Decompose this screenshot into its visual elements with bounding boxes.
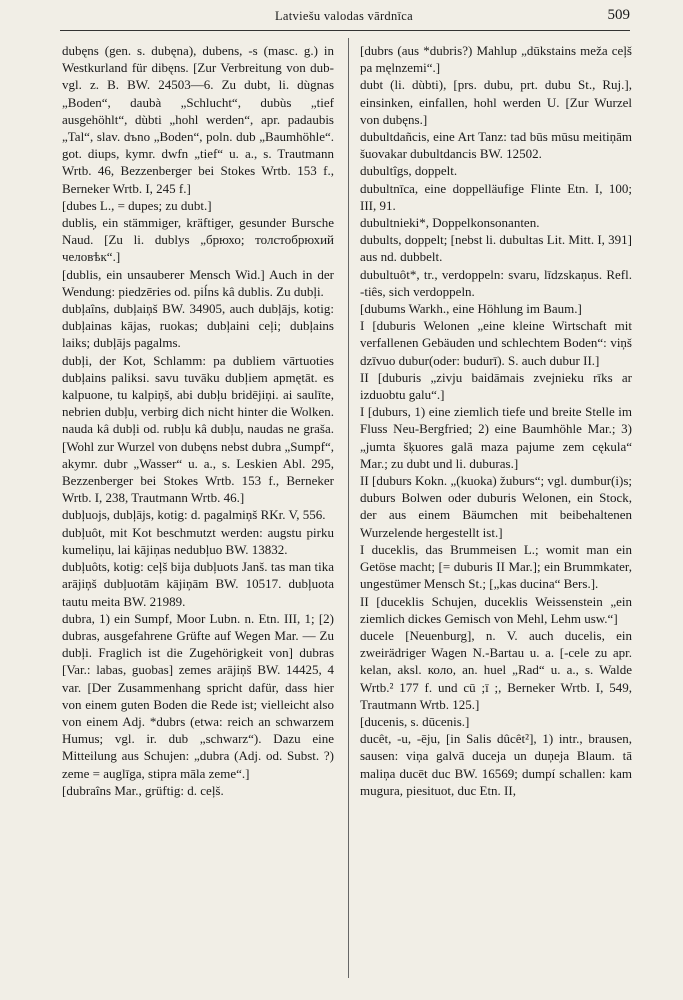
column-divider <box>348 38 349 978</box>
entry-dubultnieki: dubultnieki*, Doppelkonsonanten. <box>360 215 540 231</box>
entry-dubrains: [dubraîns Mar., grüftig: d. ceļš. <box>62 782 224 798</box>
entry-dublis-1: dublis̩, ein stämmiger, kräftiger, gesunder Bursche Naud. [Zu li. dublys „брюхо; толстобрюхий человѣк“.] <box>62 215 334 265</box>
entry-duceklis-1: I duceklis, das Brummeisen L.; womit man ein Getöse macht; [= duburis II Mar.]; ein Brummkater, ungestümer Mensch St.; [„kas ducina“ Bers.]. <box>360 541 632 592</box>
entry-ducele: ducele [Neuenburg], n. V. auch ducelis, ein zweirädriger Wagen N.-Bartau u. a. [-cele zu apr. kelan, aksl. коло, an. huel „Rad“ u. a., s. Walde Wrtb.² 177 f. und cū ;ī ;, Berneker Wrtb. I, 549, Trautmann Wrtb. 125.] <box>360 627 632 712</box>
entry-dublains: dubļaîns, dubļaiņš BW. 34905, auch dubļājs, kotig: dubļainas kājas, ruokas; dubļaini ceļi; dubļains laiks; dubļājs pagalms. <box>62 301 334 351</box>
entry-dubluojs: dubļuojs, dubļājs, kotig: d. pagalmiņš RKr. V, 556. <box>62 507 326 523</box>
entry-duburis-2: II [duburis „zivju baidāmais zvejnieku rīks ar izduobtu galu“.] <box>360 369 632 403</box>
entry-duceklis-2: II [duceklis Schujen, duceklis Weissenstein „ein ziemlich dickes Gemisch von Mehl, Lehm usw.“] <box>360 593 632 626</box>
entry-dubrs: [dubrs (aus *dubris?) Mahlup „dūkstains meža ceļš pa męlnzemi“.] <box>360 43 632 76</box>
entry-dubultdancis: dubultdañcis, eine Art Tanz: tad būs mūsu meitiņām šuovakar dubultdancis BW. 12502. <box>360 129 632 162</box>
entry-ducenis: [ducenis, s. dūcenis.] <box>360 713 470 729</box>
entry-dubli: dubļi, der Kot, Schlamm: pa dubliem vārtuoties dubļains paliksi. savu tuvāku dubļiem apmętāt. es kalpuone, tu kalpiņš, abi dubļu bridējiņi. ai saulīte, nebrien dubļu, verbirg dich nicht hinter die Wolken. nauda kâ dubļi od. rubļu kâ dubļu, naudas ne graša. [Wohl zur Wurzel von dubęns nebst dubra „Sumpf“, akymr. dubr „Wasser“ u. a., s. Leskien Abl. 295, Bezzenberger bei Stokes Wrtb. 153 f., Berneker Wrtb. I, 238, Trautmann Wrtb. 46.] <box>62 352 334 506</box>
entry-dubultuot: dubultuôt*, tr., verdoppeln: svaru, līdzskaņus. Refl. -tiês, sich verdoppeln. <box>360 266 632 299</box>
entry-dubluot: dubļuôt, mit Kot beschmutzt werden: augstu pirku kumeliņu, lai kājiņas nedubļuo BW. 13832. <box>62 524 334 557</box>
entry-dubra: dubra, 1) ein Sumpf, Moor Lubn. n. Etn. III, 1; [2) dubras, ausgefahrene Grüfte auf Wegen Mar. — Zu dubļi. Fraglich ist die Zugehörigkeit von] dubras [Var.: labas, guobas] zemes arājiņš BW. 14425, 4 var. [Der Zusammenhang spricht dafür, dass hier von einem guten Boden die Rede ist; vielleicht also von einem Adj. *dubrs (etwa: reich an schwarzem Humus; vgl. ir. dub „schwarz“). Dazu eine Mitteilung aus Schujen: „dubra (Adj. od. Subst. ?) zeme = auglīga, stipra māla zeme“.] <box>62 610 334 781</box>
page-number: 509 <box>607 7 630 23</box>
entry-dubultigs: dubultîgs, doppelt. <box>360 163 458 179</box>
running-title: Latviešu valodas vārdnīca <box>274 9 413 23</box>
entry-dublis-2: [dublis, ein unsauberer Mensch Wid.] Auch in der Wendung: piedzēries od. piĺns kâ dublis. Zu dubļi. <box>62 266 334 299</box>
entry-duburs-2: II [duburs Kokn. „(kuoka) žuburs“; vgl. dumbur(i)s; duburs Bolwen oder duburis Welonen, ein Stock, der aus einem Bäumchen mit beibehaltenen Wurzelende hergestellt ist.] <box>360 473 632 540</box>
page-header <box>58 8 630 30</box>
entry-duburis-1: I [duburis Welonen „eine kleine Wirtschaft mit verfallenen Gebäuden und schlechtem Boden“: viņš dzīvuo dubur(oder: budurī). S. auch dubur II.] <box>360 318 632 368</box>
header-rule <box>60 30 630 31</box>
entry-ducet: ducêt, -u, -ēju, [in Salis dûcêt²], 1) intr., brausen, sausen: viņa galvā duceja un duņeja Blaum. tā maliņa ducēt duc BW. 16569; dumpí schallen: kam mugura, piesituot, duc Etn. II, <box>360 731 632 798</box>
entry-dubens: dubęns (gen. s. dubęna), dubens, -s (masc. g.) in Westkurland für dibęns. [Zur Verbreitung von dub- vgl. z. B. BW. 24503—6. Zu dubt, li. dùgnas „Boden“, daubà „Schlucht“, dubùs „tief ausgehöhlt“, dùbti „hohl werden“, apr. padaubis „Tal“, slav. dъno „Boden“, poln. dub „Baumhöhle“. got. diups, kymr. dwfn „tief“ u. a., s. Trautmann Wrtb. 46, Bezzenberger bei Stokes Wrtb. 153 f., Berneker Wrtb. I, 245 f.] <box>62 43 334 196</box>
left-column <box>62 42 334 799</box>
entry-dubes: [dubes L., = dupes; zu dubt.] <box>62 197 212 213</box>
entry-dubultnica: dubultnīca, eine doppelläufige Flinte Etn. I, 100; III, 91. <box>360 180 632 213</box>
entry-dubluots: dubļuôts, kotig: ceļš bija dubļuots Janš. tas man tika arājiņš dubļuotām kājiņām BW. 10517. dubļuota tautu meita BW. 21989. <box>62 559 334 609</box>
entry-dubults: dubults, doppelt; [nebst li. dubultas Lit. Mitt. I, 391] aus nd. dubbelt. <box>360 232 632 265</box>
entry-dubums: [dubums Warkh., eine Höhlung im Baum.] <box>360 301 582 317</box>
right-column <box>360 42 632 799</box>
entry-duburs-1: I [duburs, 1) eine ziemlich tiefe und breite Stelle im Fluss Neu-Bergfried; 2) eine Baumhöhle Mar.; 3) „jumta šķuores galā maza pajume zem cękula“ Mar.; zu dubt und li. duburas.] <box>360 404 632 471</box>
entry-dubt: dubt (li. dùbti), [prs. dubu, prt. dubu St., Ruj.], einsinken, einfallen, hohl werden U. [Zur Wurzel von dubęns.] <box>360 77 632 127</box>
